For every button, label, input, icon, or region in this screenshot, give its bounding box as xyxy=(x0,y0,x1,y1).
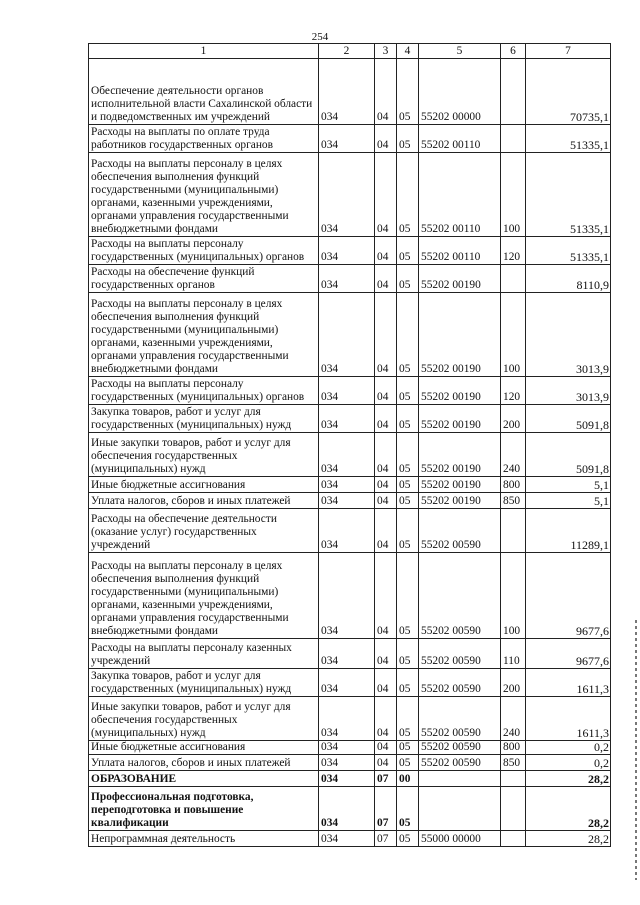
section-cell: 07 xyxy=(375,831,397,847)
section-cell: 04 xyxy=(375,639,397,669)
expense-type-cell xyxy=(501,265,526,293)
target-article-cell xyxy=(419,771,501,787)
header-cell: 3 xyxy=(375,44,397,59)
target-article-cell: 55202 00190 xyxy=(419,265,501,293)
table-row xyxy=(89,553,611,639)
amount-cell: 0,2 xyxy=(526,741,611,755)
target-article-cell xyxy=(419,787,501,831)
header-cell: 1 xyxy=(89,44,319,59)
expense-type-cell: 800 xyxy=(501,477,526,493)
code-cell: 034 xyxy=(319,153,375,237)
code-cell: 034 xyxy=(319,377,375,405)
amount-cell: 5091,8 xyxy=(526,433,611,477)
row-name-cell: Расходы на выплаты персоналу в целях обеспечения выполнения функций государственными (муниципальными) органами, казенными учреждениями, органами управления государственными внебюджетными фондами xyxy=(89,153,319,237)
expense-type-cell xyxy=(501,509,526,553)
expense-type-cell: 100 xyxy=(501,153,526,237)
section-cell: 04 xyxy=(375,125,397,153)
table-row xyxy=(89,477,611,493)
table-row xyxy=(89,755,611,771)
expense-type-cell: 240 xyxy=(501,697,526,741)
target-article-cell: 55202 00190 xyxy=(419,493,501,509)
target-article-cell: 55202 00590 xyxy=(419,509,501,553)
section-cell: 04 xyxy=(375,669,397,697)
code-cell: 034 xyxy=(319,697,375,741)
code-cell: 034 xyxy=(319,787,375,831)
table-row xyxy=(89,265,611,293)
amount-cell: 5,1 xyxy=(526,477,611,493)
section-cell: 04 xyxy=(375,153,397,237)
table-row xyxy=(89,237,611,265)
table-row xyxy=(89,59,611,125)
subsection-cell: 05 xyxy=(397,787,419,831)
amount-cell: 28,2 xyxy=(526,831,611,847)
target-article-cell: 55202 00110 xyxy=(419,153,501,237)
row-name-cell: Расходы на выплаты персоналу государственных (муниципальных) органов xyxy=(89,237,319,265)
expense-type-cell: 800 xyxy=(501,741,526,755)
subsection-cell: 05 xyxy=(397,265,419,293)
target-article-cell: 55202 00590 xyxy=(419,741,501,755)
subsection-cell: 05 xyxy=(397,553,419,639)
subsection-cell: 05 xyxy=(397,59,419,125)
expense-type-cell: 850 xyxy=(501,755,526,771)
target-article-cell: 55202 00190 xyxy=(419,377,501,405)
code-cell: 034 xyxy=(319,669,375,697)
code-cell: 034 xyxy=(319,59,375,125)
section-cell: 04 xyxy=(375,265,397,293)
row-name-cell: Иные бюджетные ассигнования xyxy=(89,741,319,755)
code-cell: 034 xyxy=(319,741,375,755)
code-cell: 034 xyxy=(319,493,375,509)
subsection-cell: 05 xyxy=(397,477,419,493)
subsection-cell: 05 xyxy=(397,405,419,433)
expense-type-cell: 100 xyxy=(501,293,526,377)
expense-type-cell: 200 xyxy=(501,405,526,433)
subsection-cell: 05 xyxy=(397,433,419,477)
target-article-cell: 55202 00190 xyxy=(419,293,501,377)
page-number: 254 xyxy=(311,31,329,43)
subsection-cell: 00 xyxy=(397,771,419,787)
subsection-cell: 05 xyxy=(397,293,419,377)
code-cell: 034 xyxy=(319,237,375,265)
budget-table xyxy=(88,43,611,847)
table-row xyxy=(89,669,611,697)
amount-cell: 28,2 xyxy=(526,787,611,831)
expense-type-cell xyxy=(501,787,526,831)
amount-cell: 5,1 xyxy=(526,493,611,509)
expense-type-cell: 240 xyxy=(501,433,526,477)
subsection-cell: 05 xyxy=(397,639,419,669)
header-cell: 6 xyxy=(501,44,526,59)
table-row xyxy=(89,433,611,477)
row-name-cell: Уплата налогов, сборов и иных платежей xyxy=(89,755,319,771)
row-name-cell: Уплата налогов, сборов и иных платежей xyxy=(89,493,319,509)
target-article-cell: 55202 00590 xyxy=(419,755,501,771)
subsection-cell: 05 xyxy=(397,125,419,153)
code-cell: 034 xyxy=(319,293,375,377)
row-name-cell: Профессиональная подготовка, переподготовка и повышение квалификации xyxy=(89,787,319,831)
expense-type-cell: 120 xyxy=(501,237,526,265)
row-name-cell: Иные закупки товаров, работ и услуг для обеспечения государственных (муниципальных) нужд xyxy=(89,697,319,741)
row-name-cell: Расходы на выплаты персоналу в целях обеспечения выполнения функций государственными (муниципальными) органами, казенными учреждениями, органами управления государственными внебюджетными фондами xyxy=(89,553,319,639)
table-row xyxy=(89,377,611,405)
subsection-cell: 05 xyxy=(397,377,419,405)
code-cell: 034 xyxy=(319,509,375,553)
row-name-cell: Иные бюджетные ассигнования xyxy=(89,477,319,493)
target-article-cell: 55202 00190 xyxy=(419,477,501,493)
row-name-cell: Расходы на выплаты персоналу казенных учреждений xyxy=(89,639,319,669)
code-cell: 034 xyxy=(319,755,375,771)
section-cell: 07 xyxy=(375,787,397,831)
row-name-cell: Обеспечение деятельности органов исполнительной власти Сахалинской области и подведомственных им учреждений xyxy=(89,59,319,125)
amount-cell: 0,2 xyxy=(526,755,611,771)
code-cell: 034 xyxy=(319,405,375,433)
code-cell: 034 xyxy=(319,477,375,493)
code-cell: 034 xyxy=(319,771,375,787)
amount-cell: 51335,1 xyxy=(526,153,611,237)
subsection-cell: 05 xyxy=(397,153,419,237)
expense-type-cell xyxy=(501,59,526,125)
target-article-cell: 55202 00110 xyxy=(419,237,501,265)
target-article-cell: 55000 00000 xyxy=(419,831,501,847)
header-cell: 5 xyxy=(419,44,501,59)
expense-type-cell: 200 xyxy=(501,669,526,697)
row-name-cell: Закупка товаров, работ и услуг для государственных (муниципальных) нужд xyxy=(89,669,319,697)
expense-type-cell: 120 xyxy=(501,377,526,405)
target-article-cell: 55202 00590 xyxy=(419,669,501,697)
amount-cell: 8110,9 xyxy=(526,265,611,293)
row-name-cell: Расходы на обеспечение деятельности (оказание услуг) государственных учреждений xyxy=(89,509,319,553)
row-name-cell: ОБРАЗОВАНИЕ xyxy=(89,771,319,787)
code-cell: 034 xyxy=(319,125,375,153)
code-cell: 034 xyxy=(319,265,375,293)
table-row xyxy=(89,639,611,669)
subsection-cell: 05 xyxy=(397,669,419,697)
target-article-cell: 55202 00190 xyxy=(419,405,501,433)
table-row xyxy=(89,153,611,237)
scan-edge-mark xyxy=(635,620,637,880)
code-cell: 034 xyxy=(319,831,375,847)
row-name-cell: Непрограммная деятельность xyxy=(89,831,319,847)
expense-type-cell: 850 xyxy=(501,493,526,509)
amount-cell: 9677,6 xyxy=(526,553,611,639)
header-cell: 7 xyxy=(526,44,611,59)
table-row xyxy=(89,509,611,553)
section-cell: 04 xyxy=(375,405,397,433)
code-cell: 034 xyxy=(319,553,375,639)
target-article-cell: 55202 00590 xyxy=(419,639,501,669)
target-article-cell: 55202 00190 xyxy=(419,433,501,477)
section-cell: 04 xyxy=(375,237,397,265)
target-article-cell: 55202 00590 xyxy=(419,697,501,741)
header-cell: 2 xyxy=(319,44,375,59)
table-row xyxy=(89,405,611,433)
amount-cell: 1611,3 xyxy=(526,669,611,697)
table-row xyxy=(89,293,611,377)
target-article-cell: 55202 00110 xyxy=(419,125,501,153)
subsection-cell: 05 xyxy=(397,831,419,847)
code-cell: 034 xyxy=(319,433,375,477)
expense-type-cell xyxy=(501,831,526,847)
section-cell: 04 xyxy=(375,741,397,755)
amount-cell: 11289,1 xyxy=(526,509,611,553)
amount-cell: 70735,1 xyxy=(526,59,611,125)
amount-cell: 1611,3 xyxy=(526,697,611,741)
section-cell: 04 xyxy=(375,755,397,771)
amount-cell: 3013,9 xyxy=(526,293,611,377)
amount-cell: 51335,1 xyxy=(526,237,611,265)
expense-type-cell xyxy=(501,125,526,153)
subsection-cell: 05 xyxy=(397,741,419,755)
row-name-cell: Расходы на обеспечение функций государственных органов xyxy=(89,265,319,293)
table-row xyxy=(89,493,611,509)
subsection-cell: 05 xyxy=(397,493,419,509)
table-row xyxy=(89,125,611,153)
section-cell: 04 xyxy=(375,509,397,553)
table-row xyxy=(89,697,611,741)
row-name-cell: Закупка товаров, работ и услуг для государственных (муниципальных) нужд xyxy=(89,405,319,433)
section-cell: 04 xyxy=(375,493,397,509)
subsection-cell: 05 xyxy=(397,237,419,265)
subsection-cell: 05 xyxy=(397,697,419,741)
expense-type-cell xyxy=(501,771,526,787)
section-cell: 04 xyxy=(375,433,397,477)
table-row xyxy=(89,787,611,831)
amount-cell: 28,2 xyxy=(526,771,611,787)
header-row xyxy=(89,44,611,59)
section-cell: 07 xyxy=(375,771,397,787)
table-row xyxy=(89,831,611,847)
target-article-cell: 55202 00000 xyxy=(419,59,501,125)
section-cell: 04 xyxy=(375,377,397,405)
expense-type-cell: 110 xyxy=(501,639,526,669)
amount-cell: 9677,6 xyxy=(526,639,611,669)
subsection-cell: 05 xyxy=(397,755,419,771)
section-cell: 04 xyxy=(375,59,397,125)
amount-cell: 3013,9 xyxy=(526,377,611,405)
row-name-cell: Расходы на выплаты персоналу государственных (муниципальных) органов xyxy=(89,377,319,405)
row-name-cell: Расходы на выплаты персоналу в целях обеспечения выполнения функций государственными (муниципальными) органами, казенными учреждениями, органами управления государственными внебюджетными фондами xyxy=(89,293,319,377)
table-row xyxy=(89,771,611,787)
code-cell: 034 xyxy=(319,639,375,669)
table-row xyxy=(89,741,611,755)
section-cell: 04 xyxy=(375,293,397,377)
subsection-cell: 05 xyxy=(397,509,419,553)
row-name-cell: Расходы на выплаты по оплате труда работников государственных органов xyxy=(89,125,319,153)
amount-cell: 5091,8 xyxy=(526,405,611,433)
section-cell: 04 xyxy=(375,553,397,639)
expense-type-cell: 100 xyxy=(501,553,526,639)
section-cell: 04 xyxy=(375,697,397,741)
section-cell: 04 xyxy=(375,477,397,493)
target-article-cell: 55202 00590 xyxy=(419,553,501,639)
amount-cell: 51335,1 xyxy=(526,125,611,153)
header-cell: 4 xyxy=(397,44,419,59)
row-name-cell: Иные закупки товаров, работ и услуг для обеспечения государственных (муниципальных) нужд xyxy=(89,433,319,477)
